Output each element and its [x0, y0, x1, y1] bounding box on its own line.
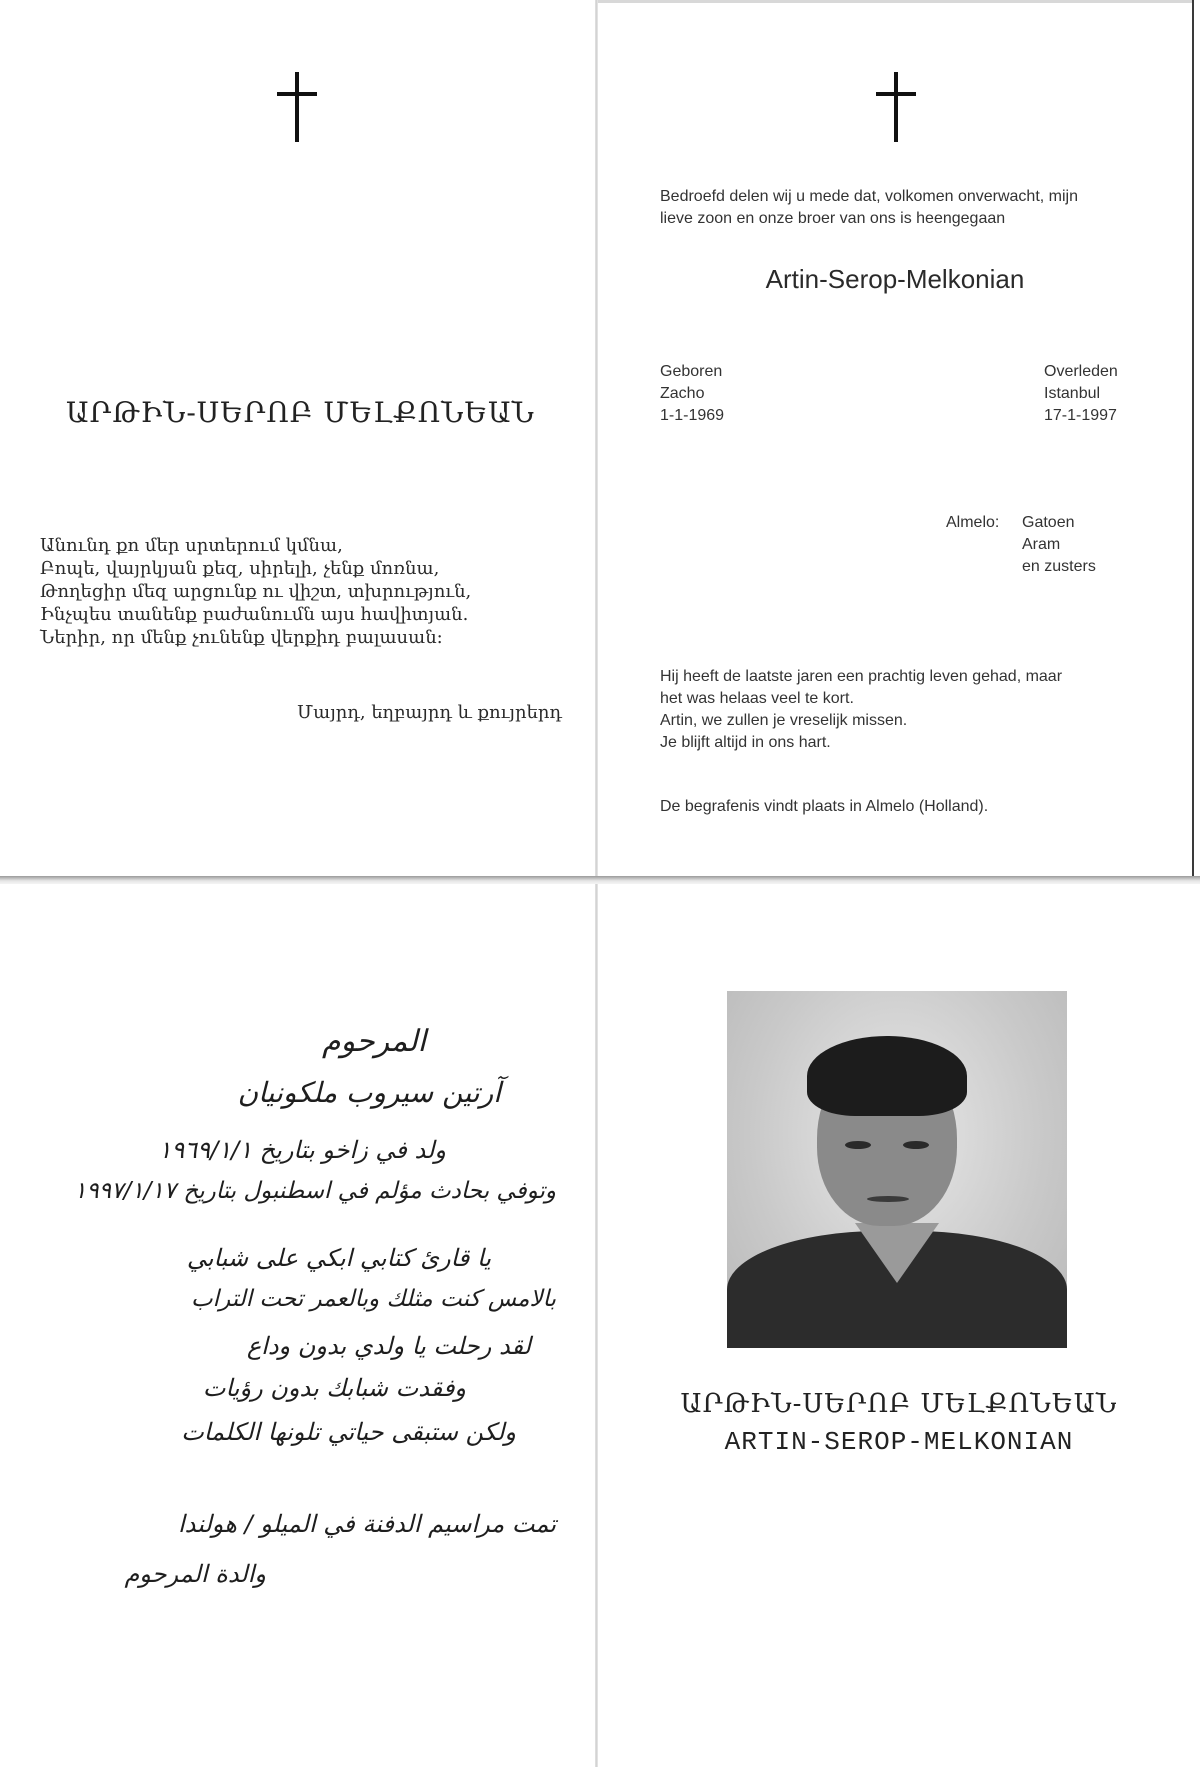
handwritten-line: بالامس كنت مثلك وبالعمر تحت التراب [191, 1286, 556, 1312]
poem-line: Անունդ քո մեր սրտերում կմնա, [40, 535, 343, 556]
armenian-name-title: ԱՐԹԻՆ-ՍԵՐՈԲ ՄԵԼՔՈՆԵԱՆ [66, 396, 535, 429]
born-date: 1-1-1969 [660, 407, 725, 424]
funeral-notice: De begrafenis vindt plaats in Almelo (Holland). [660, 798, 989, 815]
died-date: 17-1-1997 [1044, 407, 1117, 424]
armenian-page [0, 0, 596, 876]
family-member: Aram [1022, 536, 1061, 553]
poem-line: Ինչպես տանենք բաժանումն այս հավիտյան. [40, 604, 469, 625]
handwritten-line: ولد في زاخو بتاريخ ١٩٦٩/١/١ [158, 1136, 446, 1164]
message-line: het was helaas veel te kort. [660, 690, 854, 707]
handwritten-line: المرحوم [322, 1024, 426, 1059]
portrait-photo [727, 991, 1067, 1348]
message-line: Artin, we zullen je vreselijk missen. [660, 712, 908, 729]
handwritten-line: يا قارئ كتابي ابكي على شبابي [186, 1244, 491, 1272]
poem-line: Ներիր, որ մենք չունենք վերքիդ բալասան: [40, 627, 443, 648]
handwritten-line: لقد رحلت يا ولدي بدون وداع [246, 1332, 531, 1360]
family-city: Almelo: [946, 514, 1000, 531]
handwritten-line: والدة المرحوم [124, 1560, 266, 1588]
dutch-page [598, 0, 1194, 876]
poem-line: Թողեցիր մեզ արցունք ու վիշտ, տխրություն, [40, 581, 472, 602]
armenian-poem [40, 534, 580, 649]
horizontal-fold [0, 876, 1200, 884]
announcement-line: Bedroefd delen wij u mede dat, volkomen onverwacht, mijn [660, 188, 1078, 205]
handwritten-line: آرتين سيروب ملكونيان [237, 1076, 501, 1109]
died-label: Overleden [1044, 363, 1118, 380]
latin-name-caption: ARTIN-SEROP-MELKONIAN [724, 1427, 1074, 1457]
cross-icon [866, 72, 926, 142]
handwritten-line: وتوفي بحادث مؤلم في اسطنبول بتاريخ ١٩٩٧/١/١٧ [74, 1178, 556, 1204]
born-place: Zacho [660, 385, 705, 402]
message-line: Hij heeft de laatste jaren een prachtig leven gehad, maar [660, 668, 1063, 685]
family-member: Gatoen [1022, 514, 1075, 531]
poem-line: Բոպե, վայրկյան քեզ, սիրելի, չենք մոռնա, [40, 558, 440, 579]
message-line: Je blijft altijd in ons hart. [660, 734, 831, 751]
family-member: en zusters [1022, 558, 1096, 575]
deceased-name: Artin-Serop-Melkonian [765, 264, 1025, 294]
photo-page [598, 884, 1200, 1767]
armenian-signature: Մայրդ, եղբայրդ և քույրերդ [297, 702, 562, 723]
died-place: Istanbul [1044, 385, 1101, 402]
handwritten-line: تمت مراسيم الدفنة في الميلو / هولندا [177, 1510, 556, 1538]
arabic-handwritten-page [0, 884, 596, 1767]
card-edge [598, 0, 1192, 3]
armenian-name-caption: ԱՐԹԻՆ-ՍԵՐՈԲ ՄԵԼՔՈՆԵԱՆ [680, 1389, 1118, 1419]
born-label: Geboren [660, 363, 723, 380]
announcement-line: lieve zoon en onze broer van ons is heengegaan [660, 210, 1006, 227]
cross-icon [267, 72, 327, 142]
handwritten-line: وفقدت شبابك بدون رؤيات [202, 1374, 466, 1402]
handwritten-line: ولكن ستبقى حياتي تلونها الكلمات [181, 1418, 516, 1446]
